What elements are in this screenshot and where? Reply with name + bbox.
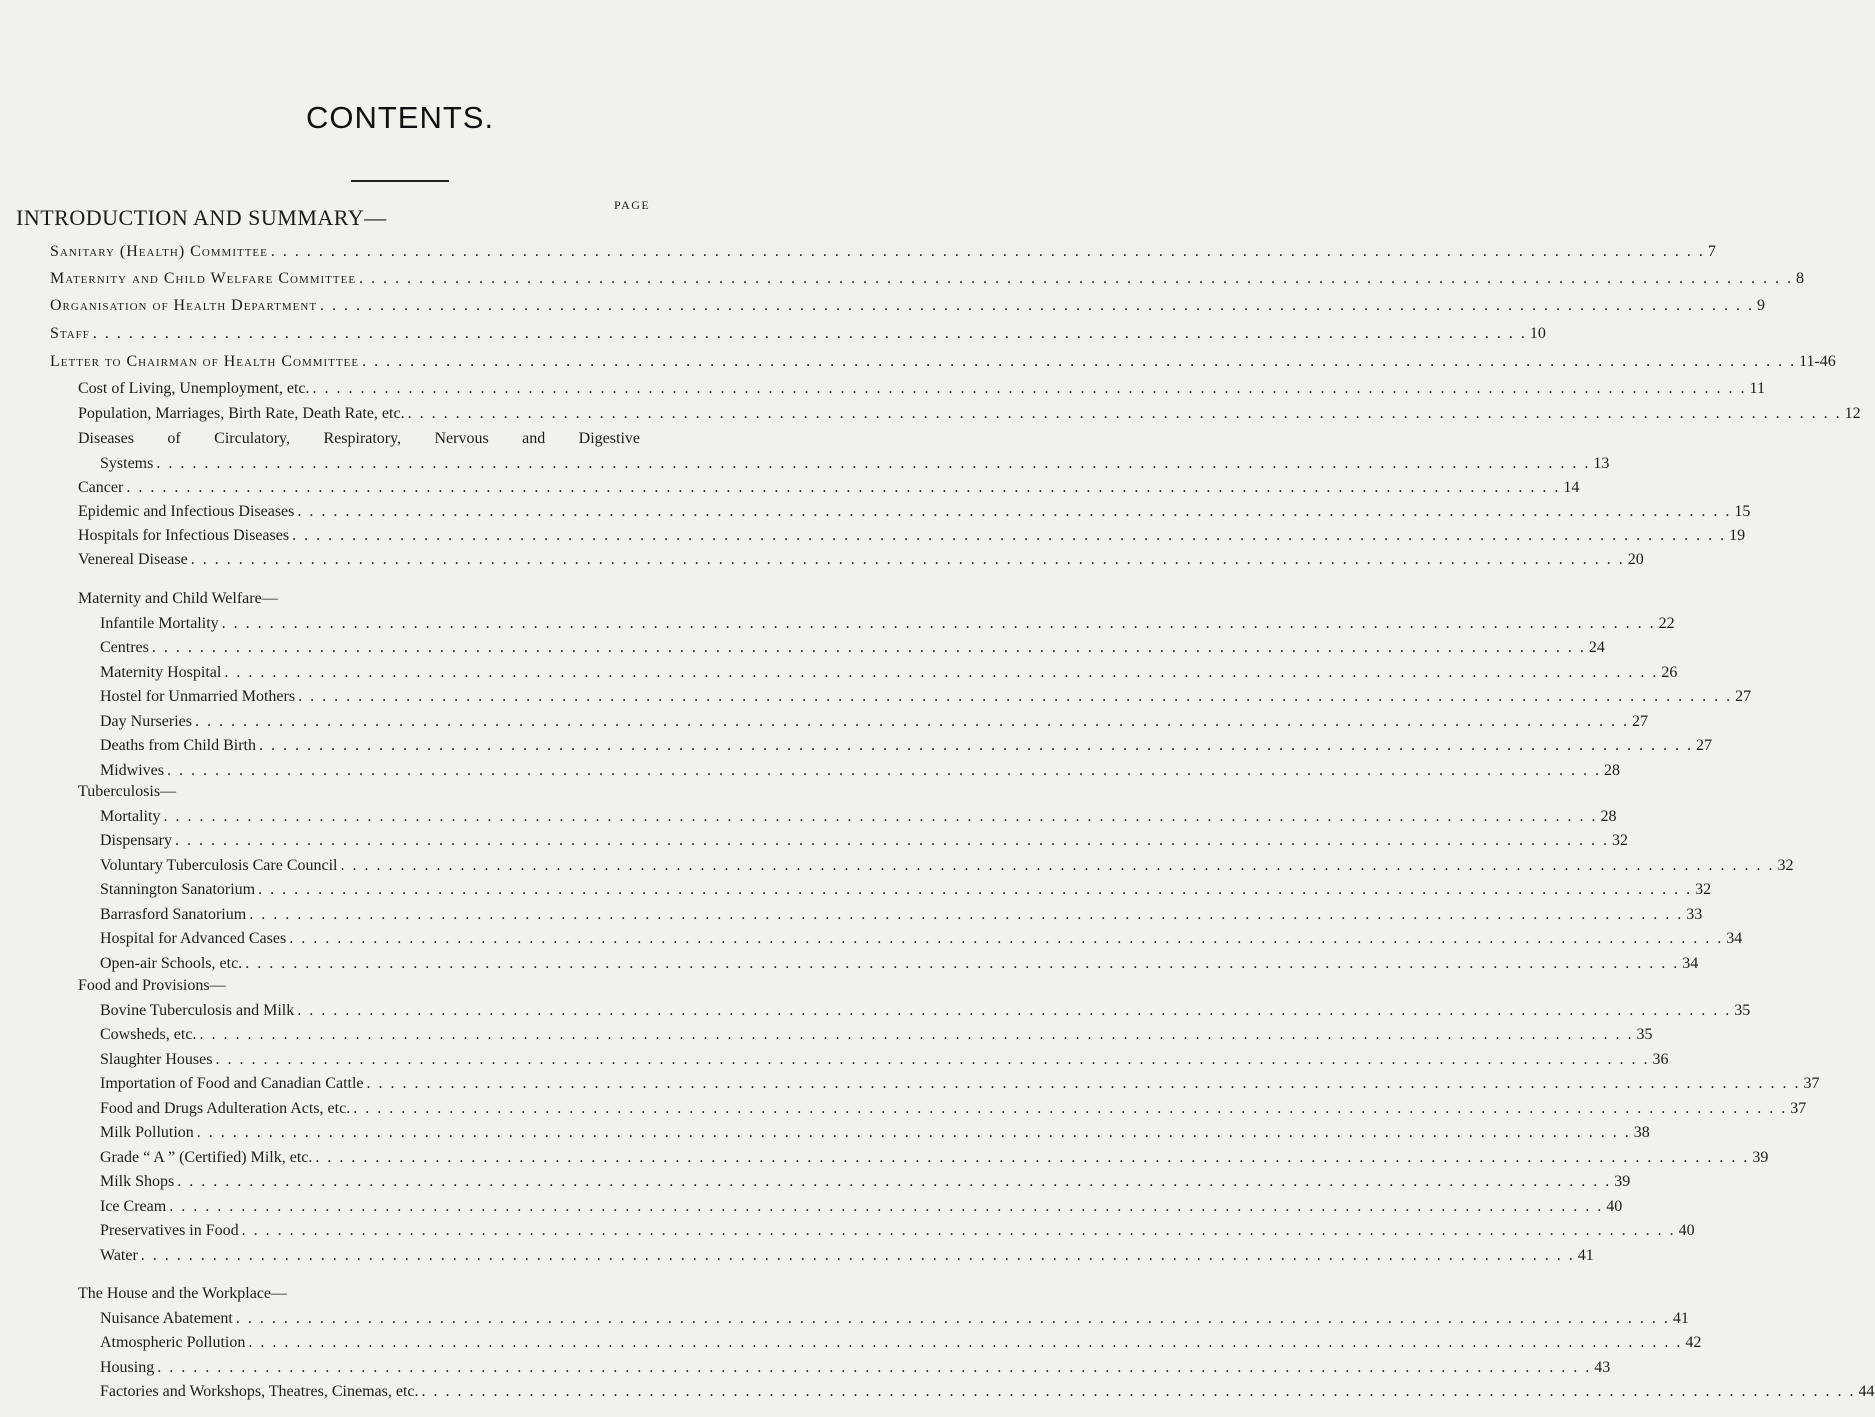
page-number: 38 bbox=[1633, 1124, 1650, 1141]
toc-entry bbox=[100, 1149, 1769, 1171]
page-number: 28 bbox=[1600, 808, 1617, 825]
toc-entry bbox=[50, 270, 1805, 292]
toc-entry bbox=[100, 1359, 1611, 1381]
dot-leader: . . . . . . . . . . . . . . . . . . . . . . . . . . . . . . . . . . . . . . . . . . . . . . . . . . . . . . . . . . . . . . . . . . . . . . . . . . . . . . . . . . . . . . . . . . . . . . . . . . . . . . . . . . . . . . . . . . . . . . . . bbox=[292, 527, 1727, 544]
entry-label: Staff bbox=[50, 325, 90, 342]
entry-label: Milk Pollution bbox=[100, 1124, 194, 1141]
page-number: 19 bbox=[1729, 527, 1746, 544]
entry-label: Cancer bbox=[78, 479, 124, 496]
toc-entry bbox=[100, 906, 1703, 928]
dot-leader: . . . . . . . . . . . . . . . . . . . . . . . . . . . . . . . . . . . . . . . . . . . . . . . . . . . . . . . . . . . . . . . . . . . . . . . . . . . . . . . . . . . . . . . . . . . . . . . . . . . . . . . . . . . . . . . . . . . . . . . . bbox=[366, 1075, 1801, 1092]
page-number: 39 bbox=[1614, 1173, 1631, 1190]
page-number: 33 bbox=[1686, 906, 1703, 923]
dot-leader: . . . . . . . . . . . . . . . . . . . . . . . . . . . . . . . . . . . . . . . . . . . . . . . . . . . . . . . . . . . . . . . . . . . . . . . . . . . . . . . . . . . . . . . . . . . . . . . . . . . . . . . . . . . . . . . . . . . . . . . . bbox=[194, 713, 1629, 730]
entry-label: Maternity and Child Welfare Committee bbox=[50, 270, 357, 287]
entry-label: Sanitary (Health) Committee bbox=[50, 243, 268, 260]
dot-leader: . . . . . . . . . . . . . . . . . . . . . . . . . . . . . . . . . . . . . . . . . . . . . . . . . . . . . . . . . . . . . . . . . . . . . . . . . . . . . . . . . . . . . . . . . . . . . . . . . . . . . . . . . . . . . . . . . . . . . . . . bbox=[177, 1173, 1612, 1190]
toc-entry bbox=[100, 639, 1605, 661]
entry-label: Barrasford Sanatorium bbox=[100, 906, 247, 923]
dot-leader: . . . . . . . . . . . . . . . . . . . . . . . . . . . . . . . . . . . . . . . . . . . . . . . . . . . . . . . . . . . . . . . . . . . . . . . . . . . . . . . . . . . . . . . . . . . . . . . . . . . . . . . . . . . . . . . . . . . . . . . . bbox=[289, 930, 1724, 947]
entry-label: Open-air Schools, etc. bbox=[100, 955, 243, 972]
page-number: 36 bbox=[1652, 1051, 1669, 1068]
entry-label: Food and Drugs Adulteration Acts, etc. bbox=[100, 1100, 351, 1117]
entry-label: Epidemic and Infectious Diseases bbox=[78, 503, 295, 520]
page-number: 27 bbox=[1631, 713, 1648, 730]
entry-label: Hospitals for Infectious Diseases bbox=[78, 527, 290, 544]
toc-entry bbox=[100, 762, 1620, 784]
toc-entry bbox=[78, 527, 1746, 549]
page-number: 34 bbox=[1726, 930, 1743, 947]
page-number: 44 bbox=[1858, 1383, 1875, 1400]
dot-leader: . . . . . . . . . . . . . . . . . . . . . . . . . . . . . . . . . . . . . . . . . . . . . . . . . . . . . . . . . . . . . . . . . . . . . . . . . . . . . . . . . . . . . . . . . . . . . . . . . . . . . . . . . . . . . . . . . . . . . . . . bbox=[270, 243, 1705, 260]
entry-label: Organisation of Health Department bbox=[50, 297, 318, 314]
dot-leader: . . . . . . . . . . . . . . . . . . . . . . . . . . . . . . . . . . . . . . . . . . . . . . . . . . . . . . . . . . . . . . . . . . . . . . . . . . . . . . . . . . . . . . . . . . . . . . . . . . . . . . . . . . . . . . . . . . . . . . . . bbox=[163, 808, 1598, 825]
page-number: 35 bbox=[1734, 1002, 1751, 1019]
page-number: 22 bbox=[1658, 615, 1675, 632]
entry-label: Atmospheric Pollution bbox=[100, 1334, 246, 1351]
toc-entry bbox=[100, 955, 1699, 977]
section-heading: The House and the Workplace— bbox=[78, 1285, 288, 1302]
toc-entry bbox=[100, 737, 1712, 759]
entry-label: Centres bbox=[100, 639, 149, 656]
page-number: 24 bbox=[1588, 639, 1605, 656]
entry-label: Cowsheds, etc. bbox=[100, 1026, 197, 1043]
entry-label: Hospital for Advanced Cases bbox=[100, 930, 287, 947]
dot-leader: . . . . . . . . . . . . . . . . . . . . . . . . . . . . . . . . . . . . . . . . . . . . . . . . . . . . . . . . . . . . . . . . . . . . . . . . . . . . . . . . . . . . . . . . . . . . . . . . . . . . . . . . . . . . . . . . . . . . . . . . bbox=[298, 688, 1733, 705]
toc-entry bbox=[100, 1026, 1653, 1048]
dot-leader: . . . . . . . . . . . . . . . . . . . . . . . . . . . . . . . . . . . . . . . . . . . . . . . . . . . . . . . . . . . . . . . . . . . . . . . . . . . . . . . . . . . . . . . . . . . . . . . . . . . . . . . . . . . . . . . . . . . . . . . . bbox=[258, 881, 1693, 898]
entry-label: Maternity Hospital bbox=[100, 664, 222, 681]
page-number: 39 bbox=[1752, 1149, 1769, 1166]
toc-entry bbox=[100, 1310, 1689, 1332]
entry-label: Preservatives in Food bbox=[100, 1222, 239, 1239]
entry-label: Venereal Disease bbox=[78, 551, 188, 568]
entry-label: Day Nurseries bbox=[100, 713, 192, 730]
title-rule bbox=[351, 180, 449, 182]
dot-leader: . . . . . . . . . . . . . . . . . . . . . . . . . . . . . . . . . . . . . . . . . . . . . . . . . . . . . . . . . . . . . . . . . . . . . . . . . . . . . . . . . . . . . . . . . . . . . . . . . . . . . . . . . . . . . . . . . . . . . . . . bbox=[190, 551, 1625, 568]
page-number: 42 bbox=[1685, 1334, 1702, 1351]
entry-label: Stannington Sanatorium bbox=[100, 881, 256, 898]
section-heading: Food and Provisions— bbox=[78, 977, 226, 994]
toc-entry bbox=[78, 551, 1644, 573]
toc-entry bbox=[100, 881, 1712, 903]
entry-label: Milk Shops bbox=[100, 1173, 175, 1190]
section-heading: Tuberculosis— bbox=[78, 783, 177, 800]
dot-leader: . . . . . . . . . . . . . . . . . . . . . . . . . . . . . . . . . . . . . . . . . . . . . . . . . . . . . . . . . . . . . . . . . . . . . . . . . . . . . . . . . . . . . . . . . . . . . . . . . . . . . . . . . . . . . . . . . . . . . . . . bbox=[156, 455, 1591, 472]
toc-entry bbox=[100, 713, 1648, 735]
toc-entry bbox=[50, 297, 1766, 319]
dot-leader: . . . . . . . . . . . . . . . . . . . . . . . . . . . . . . . . . . . . . . . . . . . . . . . . . . . . . . . . . . . . . . . . . . . . . . . . . . . . . . . . . . . . . . . . . . . . . . . . . . . . . . . . . . . . . . . . . . . . . . . . bbox=[235, 1310, 1670, 1327]
dot-leader: . . . . . . . . . . . . . . . . . . . . . . . . . . . . . . . . . . . . . . . . . . . . . . . . . . . . . . . . . . . . . . . . . . . . . . . . . . . . . . . . . . . . . . . . . . . . . . . . . . . . . . . . . . . . . . . . . . . . . . . . bbox=[258, 737, 1693, 754]
dot-leader: . . . . . . . . . . . . . . . . . . . . . . . . . . . . . . . . . . . . . . . . . . . . . . . . . . . . . . . . . . . . . . . . . . . . . . . . . . . . . . . . . . . . . . . . . . . . . . . . . . . . . . . . . . . . . . . . . . . . . . . . bbox=[167, 762, 1601, 779]
dot-leader: . . . . . . . . . . . . . . . . . . . . . . . . . . . . . . . . . . . . . . . . . . . . . . . . . . . . . . . . . . . . . . . . . . . . . . . . . . . . . . . . . . . . . . . . . . . . . . . . . . . . . . . . . . . . . . . . . . . . . . . . bbox=[312, 380, 1747, 397]
page-number: 35 bbox=[1636, 1026, 1653, 1043]
toc-entry bbox=[100, 808, 1617, 830]
toc-entry bbox=[78, 405, 1861, 427]
page-number: 9 bbox=[1757, 297, 1766, 314]
dot-leader: . . . . . . . . . . . . . . . . . . . . . . . . . . . . . . . . . . . . . . . . . . . . . . . . . . . . . . . . . . . . . . . . . . . . . . . . . . . . . . . . . . . . . . . . . . . . . . . . . . . . . . . . . . . . . . . . . . . . . . . . bbox=[157, 1359, 1592, 1376]
dot-leader: . . . . . . . . . . . . . . . . . . . . . . . . . . . . . . . . . . . . . . . . . . . . . . . . . . . . . . . . . . . . . . . . . . . . . . . . . . . . . . . . . . . . . . . . . . . . . . . . . . . . . . . . . . . . . . . . . . . . . . . . bbox=[140, 1247, 1575, 1264]
entry-label: Hostel for Unmarried Mothers bbox=[100, 688, 296, 705]
dot-leader: . . . . . . . . . . . . . . . . . . . . . . . . . . . . . . . . . . . . . . . . . . . . . . . . . . . . . . . . . . . . . . . . . . . . . . . . . . . . . . . . . . . . . . . . . . . . . . . . . . . . . . . . . . . . . . . . . . . . . . . . bbox=[248, 1334, 1683, 1351]
main-heading: INTRODUCTION AND SUMMARY— bbox=[16, 205, 387, 230]
page-number: 32 bbox=[1611, 832, 1628, 849]
dot-leader: . . . . . . . . . . . . . . . . . . . . . . . . . . . . . . . . . . . . . . . . . . . . . . . . . . . . . . . . . . . . . . . . . . . . . . . . . . . . . . . . . . . . . . . . . . . . . . . . . . . . . . . . . . . . . . . . . . . . . . . . bbox=[196, 1124, 1631, 1141]
toc-entry bbox=[100, 1247, 1594, 1269]
entry-label: Nuisance Abatement bbox=[100, 1310, 233, 1327]
toc-entry bbox=[100, 857, 1794, 879]
page-number: 32 bbox=[1777, 857, 1794, 874]
page-number: 26 bbox=[1661, 664, 1678, 681]
dot-leader: . . . . . . . . . . . . . . . . . . . . . . . . . . . . . . . . . . . . . . . . . . . . . . . . . . . . . . . . . . . . . . . . . . . . . . . . . . . . . . . . . . . . . . . . . . . . . . . . . . . . . . . . . . . . . . . . . . . . . . . . bbox=[224, 664, 1659, 681]
dot-leader: . . . . . . . . . . . . . . . . . . . . . . . . . . . . . . . . . . . . . . . . . . . . . . . . . . . . . . . . . . . . . . . . . . . . . . . . . . . . . . . . . . . . . . . . . . . . . . . . . . . . . . . . . . . . . . . . . . . . . . . . bbox=[297, 1002, 1732, 1019]
entry-label: Factories and Workshops, Theatres, Cinemas, etc. bbox=[100, 1383, 419, 1400]
page-number: 15 bbox=[1734, 503, 1751, 520]
toc-entry bbox=[100, 615, 1675, 637]
entry-label: Deaths from Child Birth bbox=[100, 737, 256, 754]
toc-entry bbox=[100, 930, 1743, 952]
entry-label: Bovine Tuberculosis and Milk bbox=[100, 1002, 295, 1019]
dot-leader: . . . . . . . . . . . . . . . . . . . . . . . . . . . . . . . . . . . . . . . . . . . . . . . . . . . . . . . . . . . . . . . . . . . . . . . . . . . . . . . . . . . . . . . . . . . . . . . . . . . . . . . . . . . . . . . . . . . . . . . . bbox=[249, 906, 1684, 923]
page-number: 41 bbox=[1672, 1310, 1689, 1327]
entry-label: Slaughter Houses bbox=[100, 1051, 213, 1068]
entry-label: Cost of Living, Unemployment, etc. bbox=[78, 380, 310, 397]
page-number: 34 bbox=[1682, 955, 1699, 972]
entry-label: Importation of Food and Canadian Cattle bbox=[100, 1075, 364, 1092]
dot-leader: . . . . . . . . . . . . . . . . . . . . . . . . . . . . . . . . . . . . . . . . . . . . . . . . . . . . . . . . . . . . . . . . . . . . . . . . . . . . . . . . . . . . . . . . . . . . . . . . . . . . . . . . . . . . . . . . . . . . . . . . bbox=[92, 325, 1527, 342]
toc-entry bbox=[100, 832, 1628, 854]
page-number: 10 bbox=[1529, 325, 1546, 342]
toc-entry bbox=[50, 325, 1546, 347]
entry-label: Water bbox=[100, 1247, 138, 1264]
dot-leader: . . . . . . . . . . . . . . . . . . . . . . . . . . . . . . . . . . . . . . . . . . . . . . . . . . . . . . . . . . . . . . . . . . . . . . . . . . . . . . . . . . . . . . . . . . . . . . . . . . . . . . . . . . . . . . . . . . . . . . . . bbox=[199, 1026, 1634, 1043]
page-number: 11-46 bbox=[1799, 353, 1836, 370]
toc-entry bbox=[100, 455, 1610, 477]
dot-leader: . . . . . . . . . . . . . . . . . . . . . . . . . . . . . . . . . . . . . . . . . . . . . . . . . . . . . . . . . . . . . . . . . . . . . . . . . . . . . . . . . . . . . . . . . . . . . . . . . . . . . . . . . . . . . . . . . . . . . . . . bbox=[221, 615, 1656, 632]
section-heading: Maternity and Child Welfare— bbox=[78, 590, 278, 607]
entry-label: Infantile Mortality bbox=[100, 615, 219, 632]
dot-leader: . . . . . . . . . . . . . . . . . . . . . . . . . . . . . . . . . . . . . . . . . . . . . . . . . . . . . . . . . . . . . . . . . . . . . . . . . . . . . . . . . . . . . . . . . . . . . . . . . . . . . . . . . . . . . . . . . . . . . . . . bbox=[215, 1051, 1650, 1068]
entry-label: Letter to Chairman of Health Committee bbox=[50, 353, 360, 370]
dot-leader: . . . . . . . . . . . . . . . . . . . . . . . . . . . . . . . . . . . . . . . . . . . . . . . . . . . . . . . . . . . . . . . . . . . . . . . . . . . . . . . . . . . . . . . . . . . . . . . . . . . . . . . . . . . . . . . . . . . . . . . . bbox=[359, 270, 1794, 287]
dot-leader: . . . . . . . . . . . . . . . . . . . . . . . . . . . . . . . . . . . . . . . . . . . . . . . . . . . . . . . . . . . . . . . . . . . . . . . . . . . . . . . . . . . . . . . . . . . . . . . . . . . . . . . . . . . . . . . . . . . . . . . . bbox=[297, 503, 1732, 520]
toc-entry bbox=[100, 1051, 1669, 1073]
dot-leader: . . . . . . . . . . . . . . . . . . . . . . . . . . . . . . . . . . . . . . . . . . . . . . . . . . . . . . . . . . . . . . . . . . . . . . . . . . . . . . . . . . . . . . . . . . . . . . . . . . . . . . . . . . . . . . . . . . . . . . . . bbox=[174, 832, 1609, 849]
page-number: 43 bbox=[1594, 1359, 1611, 1376]
page-title: CONTENTS. bbox=[305, 100, 495, 135]
page-number: 8 bbox=[1796, 270, 1805, 287]
entry-label: Housing bbox=[100, 1359, 155, 1376]
dot-leader: . . . . . . . . . . . . . . . . . . . . . . . . . . . . . . . . . . . . . . . . . . . . . . . . . . . . . . . . . . . . . . . . . . . . . . . . . . . . . . . . . . . . . . . . . . . . . . . . . . . . . . . . . . . . . . . . . . . . . . . . bbox=[315, 1149, 1750, 1166]
toc-entry bbox=[100, 1075, 1820, 1097]
page-number: 37 bbox=[1790, 1100, 1807, 1117]
page-number: 32 bbox=[1695, 881, 1712, 898]
entry-label: Midwives bbox=[100, 762, 164, 779]
page-number: 27 bbox=[1735, 688, 1752, 705]
page-number: 40 bbox=[1606, 1198, 1623, 1215]
page-column-header: PAGE bbox=[614, 198, 651, 212]
page-number: 37 bbox=[1803, 1075, 1820, 1092]
toc-entry bbox=[100, 1124, 1650, 1146]
toc-entry bbox=[100, 688, 1752, 710]
toc-entry bbox=[100, 664, 1678, 686]
entry-label: Population, Marriages, Birth Rate, Death Rate, etc. bbox=[78, 405, 405, 422]
entry-label-continued: Diseases of Circulatory, Respiratory, Nervous and Digestive bbox=[78, 430, 640, 447]
entry-label: Dispensary bbox=[100, 832, 172, 849]
dot-leader: . . . . . . . . . . . . . . . . . . . . . . . . . . . . . . . . . . . . . . . . . . . . . . . . . . . . . . . . . . . . . . . . . . . . . . . . . . . . . . . . . . . . . . . . . . . . . . . . . . . . . . . . . . . . . . . . . . . . . . . . bbox=[407, 405, 1842, 422]
page-number: 20 bbox=[1627, 551, 1644, 568]
toc-entry bbox=[100, 1334, 1702, 1356]
dot-leader: . . . . . . . . . . . . . . . . . . . . . . . . . . . . . . . . . . . . . . . . . . . . . . . . . . . . . . . . . . . . . . . . . . . . . . . . . . . . . . . . . . . . . . . . . . . . . . . . . . . . . . . . . . . . . . . . . . . . . . . . bbox=[169, 1198, 1604, 1215]
dot-leader: . . . . . . . . . . . . . . . . . . . . . . . . . . . . . . . . . . . . . . . . . . . . . . . . . . . . . . . . . . . . . . . . . . . . . . . . . . . . . . . . . . . . . . . . . . . . . . . . . . . . . . . . . . . . . . . . . . . . . . . . bbox=[245, 955, 1680, 972]
entry-label: Voluntary Tuberculosis Care Council bbox=[100, 857, 338, 874]
page-number: 27 bbox=[1695, 737, 1712, 754]
page-number: 40 bbox=[1678, 1222, 1695, 1239]
entry-label: Grade “ A ” (Certified) Milk, etc. bbox=[100, 1149, 313, 1166]
dot-leader: . . . . . . . . . . . . . . . . . . . . . . . . . . . . . . . . . . . . . . . . . . . . . . . . . . . . . . . . . . . . . . . . . . . . . . . . . . . . . . . . . . . . . . . . . . . . . . . . . . . . . . . . . . . . . . . . . . . . . . . . bbox=[241, 1222, 1676, 1239]
page-number: 41 bbox=[1577, 1247, 1594, 1264]
toc-entry bbox=[100, 1002, 1751, 1024]
page-number: 7 bbox=[1707, 243, 1716, 260]
entry-label: Mortality bbox=[100, 808, 161, 825]
toc-entry bbox=[78, 503, 1751, 525]
page-number: 28 bbox=[1604, 762, 1620, 779]
toc-entry bbox=[100, 1173, 1631, 1195]
dot-leader: . . . . . . . . . . . . . . . . . . . . . . . . . . . . . . . . . . . . . . . . . . . . . . . . . . . . . . . . . . . . . . . . . . . . . . . . . . . . . . . . . . . . . . . . . . . . . . . . . . . . . . . . . . . . . . . . . . . . . . . . bbox=[151, 639, 1586, 656]
toc-entry bbox=[50, 353, 1836, 375]
dot-leader: . . . . . . . . . . . . . . . . . . . . . . . . . . . . . . . . . . . . . . . . . . . . . . . . . . . . . . . . . . . . . . . . . . . . . . . . . . . . . . . . . . . . . . . . . . . . . . . . . . . . . . . . . . . . . . . . . . . . . . . . bbox=[126, 479, 1561, 496]
dot-leader: . . . . . . . . . . . . . . . . . . . . . . . . . . . . . . . . . . . . . . . . . . . . . . . . . . . . . . . . . . . . . . . . . . . . . . . . . . . . . . . . . . . . . . . . . . . . . . . . . . . . . . . . . . . . . . . . . . . . . . . . bbox=[320, 297, 1755, 314]
dot-leader: . . . . . . . . . . . . . . . . . . . . . . . . . . . . . . . . . . . . . . . . . . . . . . . . . . . . . . . . . . . . . . . . . . . . . . . . . . . . . . . . . . . . . . . . . . . . . . . . . . . . . . . . . . . . . . . . . . . . . . . . bbox=[353, 1100, 1788, 1117]
toc-entry bbox=[100, 1100, 1807, 1122]
toc-entry bbox=[100, 1383, 1875, 1405]
entry-label: Systems bbox=[100, 455, 154, 472]
page-number: 12 bbox=[1844, 405, 1861, 422]
entry-label: Ice Cream bbox=[100, 1198, 167, 1215]
dot-leader: . . . . . . . . . . . . . . . . . . . . . . . . . . . . . . . . . . . . . . . . . . . . . . . . . . . . . . . . . . . . . . . . . . . . . . . . . . . . . . . . . . . . . . . . . . . . . . . . . . . . . . . . . . . . . . . . . . . . . . . . bbox=[340, 857, 1775, 874]
dot-leader: . . . . . . . . . . . . . . . . . . . . . . . . . . . . . . . . . . . . . . . . . . . . . . . . . . . . . . . . . . . . . . . . . . . . . . . . . . . . . . . . . . . . . . . . . . . . . . . . . . . . . . . . . . . . . . . . . . . . . . . . bbox=[421, 1383, 1856, 1400]
page-number: 11 bbox=[1749, 380, 1765, 397]
toc-entry bbox=[100, 1222, 1695, 1244]
toc-entry bbox=[78, 479, 1580, 501]
toc-entry bbox=[100, 1198, 1623, 1220]
page-number: 14 bbox=[1563, 479, 1580, 496]
toc-entry bbox=[78, 380, 1765, 402]
dot-leader: . . . . . . . . . . . . . . . . . . . . . . . . . . . . . . . . . . . . . . . . . . . . . . . . . . . . . . . . . . . . . . . . . . . . . . . . . . . . . . . . . . . . . . . . . . . . . . . . . . . . . . . . . . . . . . . . . . . . . . . . bbox=[362, 353, 1797, 370]
page-number: 13 bbox=[1593, 455, 1610, 472]
toc-entry bbox=[50, 243, 1716, 265]
